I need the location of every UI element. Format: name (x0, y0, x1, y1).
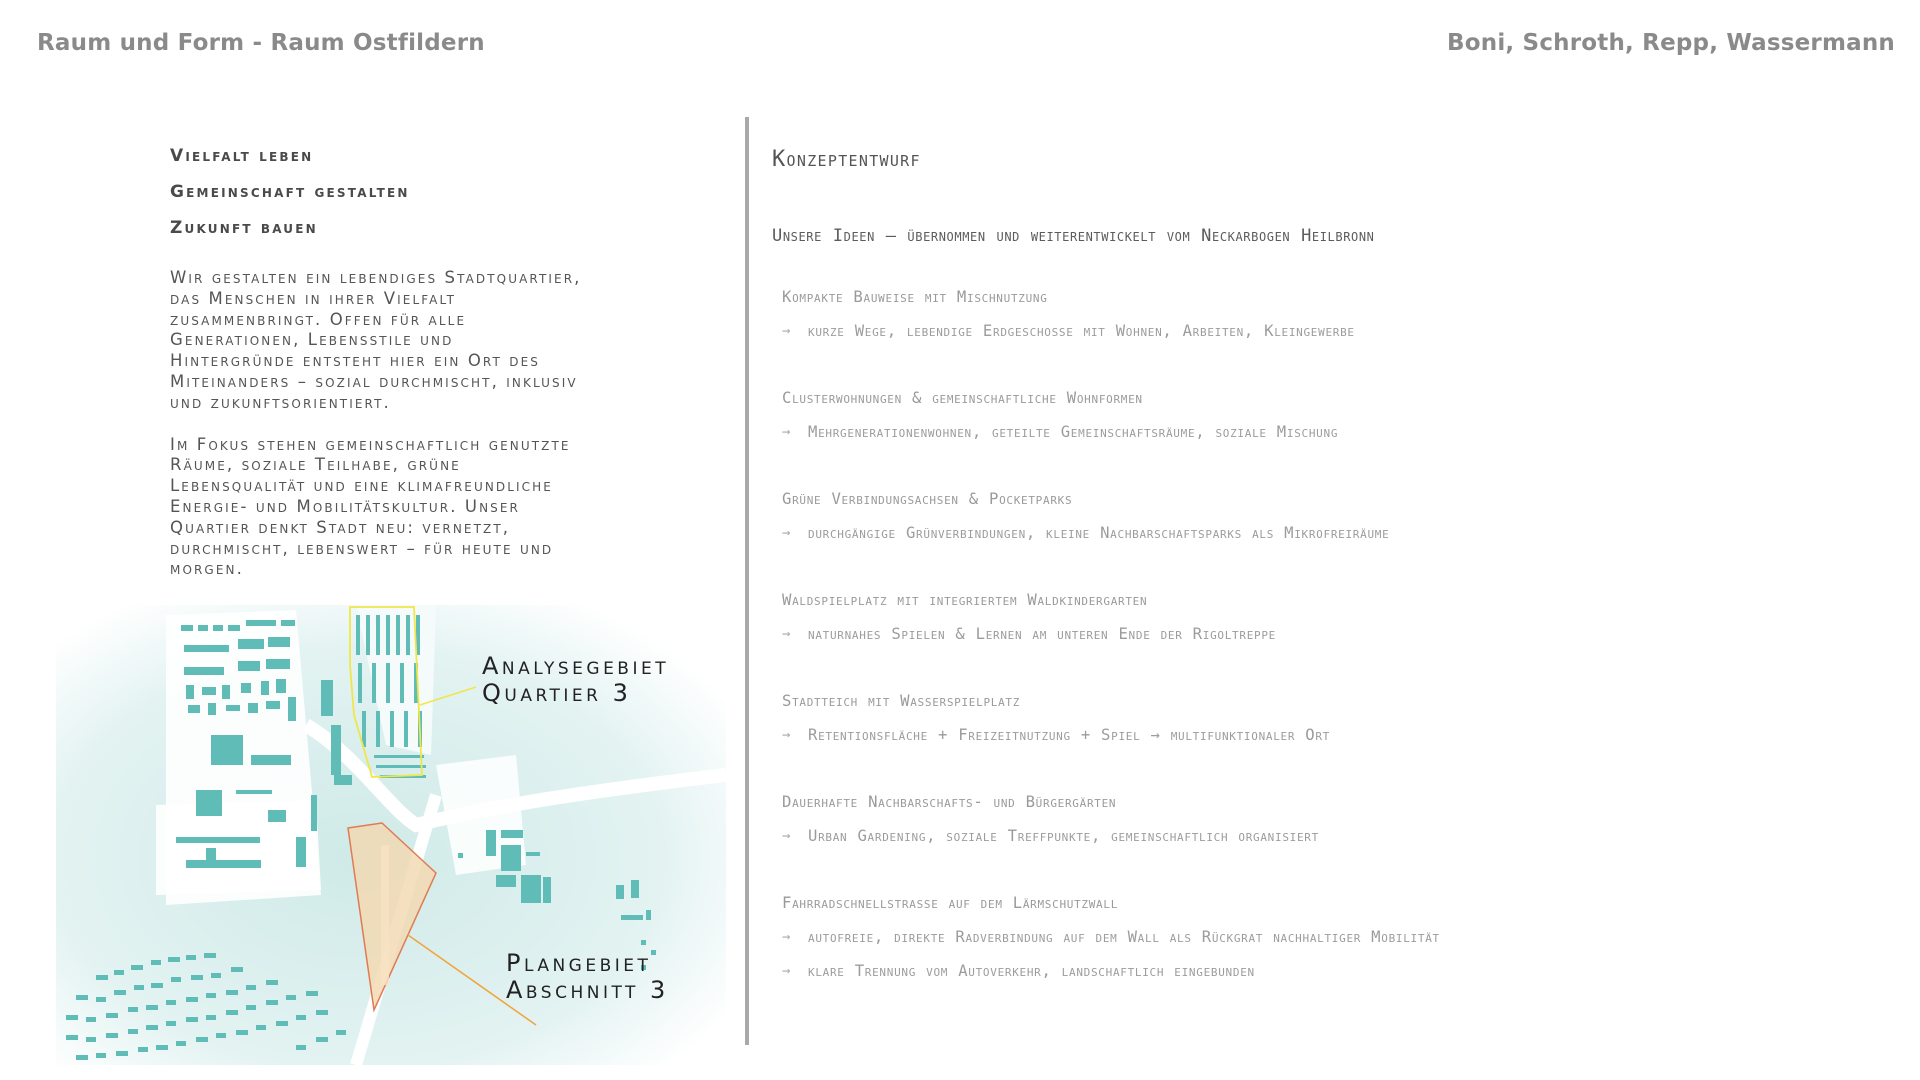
motto-1: Vielfalt leben (170, 146, 314, 166)
idea-detail (782, 624, 1892, 644)
analyse-label-line-2: Quartier 3 (482, 679, 632, 707)
arrow-right-icon: → (782, 963, 792, 979)
idea-detail (782, 927, 1892, 947)
text-line: Quartier denkt Stadt neu: vernetzt, (170, 517, 511, 537)
arrow-right-icon: → (782, 323, 792, 339)
text-line: durchmischt, lebenswert – für heute und (170, 538, 554, 558)
motto-2: Gemeinschaft gestalten (170, 182, 410, 202)
idea-heading: Dauerhafte Nachbarschafts- und Bürgergärten (782, 793, 1117, 811)
text-line: morgen. (170, 559, 244, 579)
text-line: Räume, soziale Teilhabe, grüne (170, 455, 461, 475)
text-line: und zukunftsorientiert. (170, 392, 391, 412)
idea-item (782, 893, 1892, 981)
text-line: Miteinanders – sozial durchmischt, inklusiv (170, 371, 578, 391)
idea-detail (782, 422, 1892, 442)
idea-detail-text: autofreie, direkte Radverbindung auf dem Wall als Rückgrat nachhaltiger Mobilität (808, 928, 1440, 946)
intro-paragraph-2 (170, 435, 730, 581)
idea-item (782, 388, 1892, 442)
text-line: Energie- und Mobilitätskultur. Unser (170, 496, 520, 516)
arrow-right-icon: → (782, 828, 792, 844)
idea-heading: Fahrradschnellstrasse auf dem Lärmschutzwall (782, 894, 1119, 912)
arrow-right-icon: → (782, 525, 792, 541)
plan-area-label (506, 950, 669, 1004)
idea-detail (782, 961, 1892, 981)
idea-detail-text: durchgängige Grünverbindungen, kleine Nachbarschaftsparks als Mikrofreiräume (808, 524, 1390, 542)
authors: Boni, Schroth, Repp, Wassermann (1447, 30, 1895, 56)
text-line: Hintergründe entsteht hier ein Ort des (170, 351, 540, 371)
document-title: Raum und Form - Raum Ostfildern (37, 30, 485, 56)
text-line: Lebensqualität und eine klimafreundliche (170, 476, 553, 496)
idea-item (782, 691, 1892, 745)
concept-subtitle: Unsere Ideen – übernommen und weiterentwickelt vom Neckarbogen Heilbronn (772, 226, 1375, 246)
idea-item (782, 287, 1892, 341)
idea-detail (782, 826, 1892, 846)
site-map (56, 605, 726, 1065)
idea-detail-text: klare Trennung vom Autoverkehr, landschaftlich eingebunden (808, 962, 1255, 980)
text-line: das Menschen in ihrer Vielfalt (170, 288, 457, 308)
idea-heading: Kompakte Bauweise mit Mischnutzung (782, 288, 1048, 306)
concept-column (772, 145, 1892, 981)
idea-heading: Grüne Verbindungsachsen & Pocketparks (782, 490, 1073, 508)
idea-heading: Stadtteich mit Wasserspielplatz (782, 692, 1021, 710)
idea-detail (782, 321, 1892, 341)
text-line: Wir gestalten ein lebendiges Stadtquartier, (170, 268, 582, 287)
idea-detail (782, 725, 1892, 745)
idea-detail-text: Mehrgenerationenwohnen, geteilte Gemeinschaftsräume, soziale Mischung (808, 423, 1339, 441)
idea-heading: Waldspielplatz mit integriertem Waldkindergarten (782, 591, 1148, 609)
motto-3: Zukunft bauen (170, 218, 318, 238)
column-divider (745, 117, 749, 1045)
intro-paragraph-1 (170, 268, 730, 414)
text-line: Im Fokus stehen gemeinschaftlich genutzte (170, 434, 571, 454)
idea-item (782, 792, 1892, 846)
plan-label-line-2: Abschnitt 3 (506, 976, 669, 1004)
arrow-right-icon: → (782, 929, 792, 945)
arrow-right-icon: → (782, 727, 792, 743)
text-line: zusammenbringt. Offen für alle (170, 309, 467, 329)
idea-item (782, 590, 1892, 644)
idea-heading: Clusterwohnungen & gemeinschaftliche Wohnformen (782, 389, 1143, 407)
idea-detail-text: naturnahes Spielen & Lernen am unteren Ende der Rigoltreppe (808, 625, 1276, 643)
idea-detail-text: Retentionsfläche + Freizeitnutzung + Spiel → multifunktionaler Ort (808, 726, 1331, 744)
plan-label-line-1: Plangebiet (506, 949, 652, 977)
idea-item (782, 489, 1892, 543)
arrow-right-icon: → (782, 626, 792, 642)
arrow-right-icon: → (782, 424, 792, 440)
analyse-label-line-1: Analysegebiet (482, 652, 670, 680)
idea-detail-text: Urban Gardening, soziale Treffpunkte, gemeinschaftlich organisiert (808, 827, 1319, 845)
intro-column (170, 138, 730, 580)
idea-detail-text: kurze Wege, lebendige Erdgeschosse mit Wohnen, Arbeiten, Kleingewerbe (808, 322, 1355, 340)
analyse-area-label (482, 653, 669, 707)
concept-title: Konzeptentwurf (772, 147, 921, 172)
text-line: Generationen, Lebensstile und (170, 330, 454, 350)
idea-detail (782, 523, 1892, 543)
